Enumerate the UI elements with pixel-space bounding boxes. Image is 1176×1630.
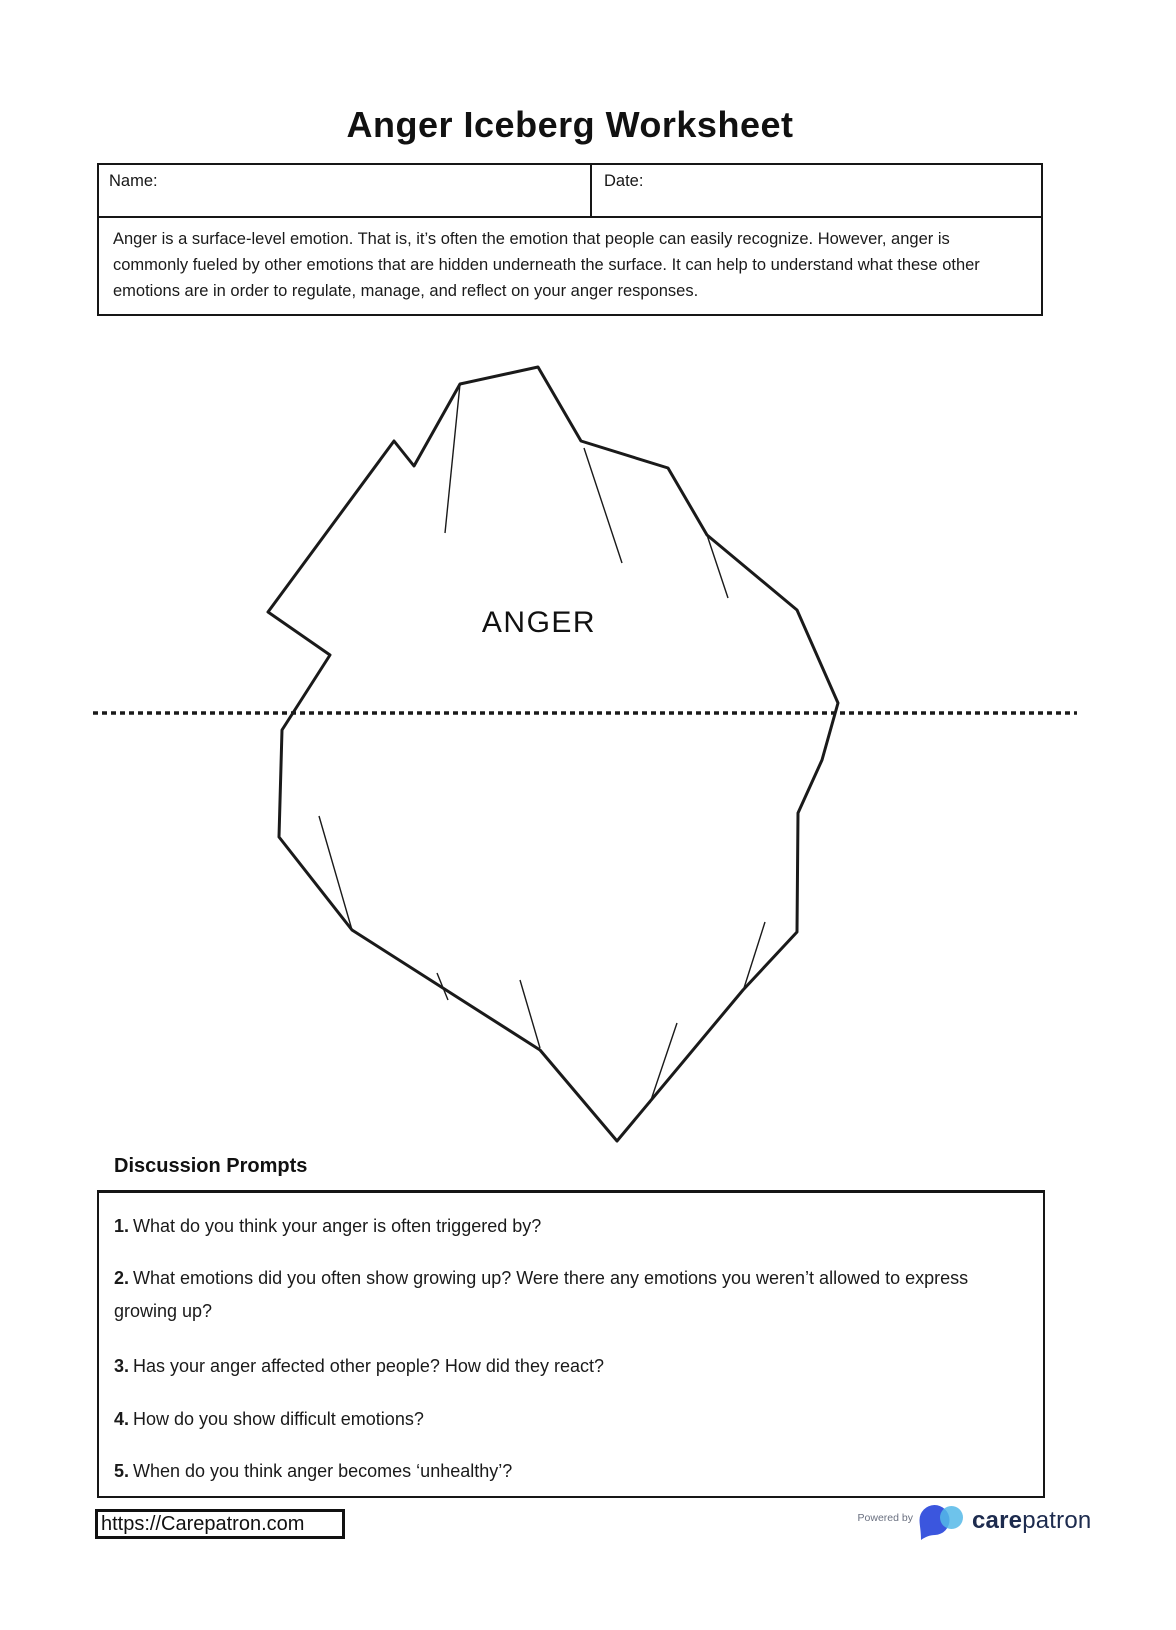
- prompt-number: 1.: [114, 1216, 130, 1236]
- iceberg-crack-6: [520, 980, 540, 1048]
- iceberg-label: ANGER: [481, 606, 597, 639]
- prompt-number: 2.: [114, 1268, 130, 1288]
- brand-patron: patron: [1022, 1507, 1092, 1534]
- iceberg-outline: [268, 367, 838, 1141]
- iceberg-crack-7: [744, 922, 765, 988]
- iceberg-crack-5: [437, 973, 448, 1000]
- iceberg-crack-8: [650, 1023, 677, 1103]
- iceberg-crack-4: [319, 816, 352, 930]
- prompt-text: What do you think your anger is often triggered by?: [133, 1216, 542, 1236]
- prompt-number: 3.: [114, 1356, 130, 1376]
- iceberg-crack-3: [707, 535, 728, 598]
- date-label: Date:: [604, 172, 644, 190]
- intro-text: Anger is a surface-level emotion. That is, it’s often the emotion that people can easily recognize. However, anger is commonly fueled by other emotions that are hidden underneath the surface. It can help to understand what these other emotions are in order to regulate, manage, and reflect on your anger responses.: [113, 230, 980, 300]
- prompt-number: 5.: [114, 1461, 130, 1481]
- name-field[interactable]: [99, 165, 592, 216]
- prompt-text: What emotions did you often show growing up? Were there any emotions you weren’t allowed to express growing up?: [114, 1268, 969, 1321]
- intro-box: [97, 216, 1043, 316]
- powered-by-label: Powered by: [857, 1512, 913, 1524]
- discussion-heading: Discussion Prompts: [114, 1155, 308, 1177]
- brand-care: care: [972, 1507, 1023, 1534]
- prompt-item-4: [114, 1403, 1022, 1436]
- logo-circle-shape: [940, 1506, 963, 1529]
- iceberg-cracks: [319, 384, 765, 1103]
- date-field[interactable]: [592, 165, 1041, 216]
- prompt-text: When do you think anger becomes ‘unhealthy’?: [133, 1461, 513, 1481]
- discussion-prompts-box: [97, 1190, 1045, 1498]
- prompt-number: 4.: [114, 1409, 130, 1429]
- carepatron-logo-icon: [918, 1504, 966, 1542]
- prompt-text: Has your anger affected other people? How did they react?: [133, 1356, 604, 1376]
- prompt-text: How do you show difficult emotions?: [133, 1409, 424, 1429]
- name-label: Name:: [109, 172, 158, 190]
- website-link[interactable]: https://Carepatron.com: [101, 1513, 305, 1535]
- iceberg-crack-1: [445, 384, 460, 533]
- prompt-item-2: [114, 1262, 1022, 1328]
- prompt-item-1: [114, 1210, 1022, 1243]
- prompt-item-5: [114, 1455, 1022, 1488]
- website-link-box[interactable]: [95, 1509, 345, 1539]
- name-date-table: [97, 163, 1043, 218]
- carepatron-logotype: [972, 1507, 1091, 1535]
- iceberg-crack-2: [584, 448, 622, 563]
- prompt-item-3: [114, 1350, 1022, 1383]
- page-title: Anger Iceberg Worksheet: [346, 104, 794, 145]
